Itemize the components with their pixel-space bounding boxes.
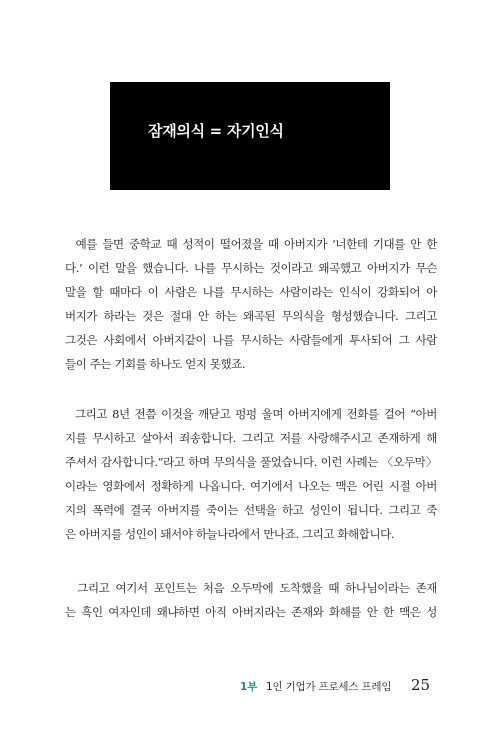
text-line: 은 아버지를 성인이 돼서야 하늘나라에서 만나죠. 그리고 화해합니다. bbox=[65, 527, 395, 541]
text-line: 말을 할 때마다 이 사람은 나를 무시하는 사람이라는 인식이 강화되어 아 bbox=[65, 285, 437, 299]
section-title-box bbox=[110, 82, 390, 190]
section-title: 잠재의식 = 자기인식 bbox=[148, 122, 284, 140]
text-line: 다.’ 이런 말을 했습니다. 나를 무시하는 것이라고 왜곡했고 아버지가 무슨 bbox=[65, 261, 437, 275]
text-line: 이라는 영화에서 정확하게 나옵니다. 여기에서 나오는 맥은 어린 시절 아버 bbox=[65, 479, 437, 493]
text-line: 는 흑인 여자인데 왜냐하면 아직 아버지라는 존재와 화해를 안 한 맥은 성 bbox=[65, 605, 437, 619]
text-line: 버지가 하라는 것은 절대 안 하는 왜곡된 무의식을 형성했습니다. 그리고 bbox=[65, 309, 437, 323]
text-line: 예를 들면 중학교 때 성적이 떨어졌을 때 아버지가 ‘너한테 기대를 안 한 bbox=[65, 237, 437, 251]
text-line: 그것은 사회에서 아버지같이 나를 무시하는 사람들에게 투사되어 그 사람 bbox=[65, 333, 437, 347]
part-label: 1부 bbox=[240, 681, 258, 693]
paragraph-2 bbox=[65, 402, 437, 546]
paragraph-3 bbox=[65, 576, 437, 624]
text-line: 그리고 여기서 포인트는 처음 오두막에 도착했을 때 하나님이라는 존재 bbox=[65, 581, 437, 595]
running-title: 1인 기업가 프로세스 프레임 bbox=[266, 681, 392, 693]
text-line: 주셔서 감사합니다.”라고 하며 무의식을 풀었습니다. 이런 사례는 〈오두막〉 bbox=[65, 455, 437, 469]
text-line: 그리고 8년 전쯤 이것을 깨닫고 펑펑 울며 아버지에게 전화를 걸어 “아버 bbox=[65, 407, 437, 421]
text-line: 들이 주는 기회를 하나도 얻지 못했죠. bbox=[65, 357, 246, 371]
page-footer bbox=[0, 676, 500, 696]
paragraph-1 bbox=[65, 232, 437, 376]
page-number: 25 bbox=[411, 676, 431, 694]
text-line: 지를 무시하고 살아서 죄송합니다. 그리고 저를 사랑해주시고 존재하게 해 bbox=[65, 431, 437, 445]
text-line: 지의 폭력에 결국 아버지를 죽이는 선택을 하고 성인이 됩니다. 그리고 죽 bbox=[65, 503, 437, 517]
